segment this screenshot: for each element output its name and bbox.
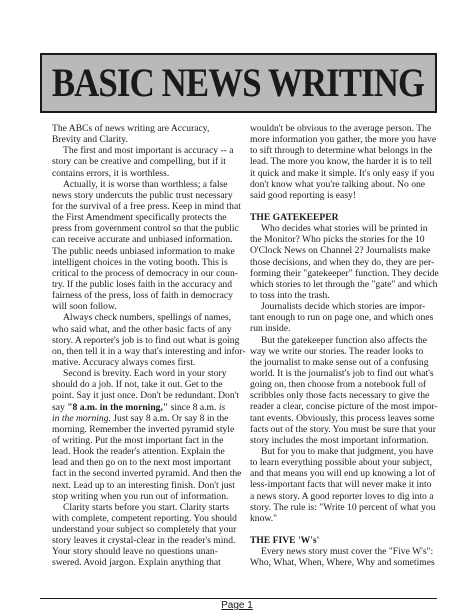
text-line: Actually, it is worse than worthless; a false — [63, 178, 228, 190]
text-line: facts out of the story. You must be sure that your — [250, 423, 436, 435]
text-line: mative. Accuracy always comes first. — [52, 356, 196, 368]
text-line: in the morning. Just say 8 a.m. Or say 8 in the — [52, 412, 229, 424]
page-title: BASIC NEWS WRITING — [52, 60, 425, 105]
right-intro — [250, 123, 438, 201]
page-number: Page 1 — [221, 600, 253, 611]
text-line: and that means you will end up knowing a lot of — [250, 468, 436, 480]
text-line: story leaves it crystal-clear in the reader's mind. — [52, 535, 236, 547]
text-line: world. It is the journalist's job to find out what's — [250, 367, 434, 379]
text-line: to learn everything possible about your subject, — [250, 457, 432, 469]
text-line: who said what, and the other basic facts of any — [52, 323, 232, 335]
section-heading-five-ws: THE FIVE 'W's' — [250, 534, 320, 546]
text-line: story includes the most important information. — [250, 434, 429, 446]
text-line: understand your subject so completely that your — [52, 524, 237, 536]
text-line: wouldn't be obvious to the average person. The — [250, 123, 432, 134]
text-line: Who decides what stories will be printed in — [261, 223, 428, 235]
text-line: lead. Hook the reader's attention. Explain the — [52, 446, 225, 458]
text-line: critical to the process of democracy in our coun- — [52, 267, 238, 279]
text-line: contains errors, it is worthless. — [52, 167, 170, 179]
text-line: more information you gather, the more you have — [250, 134, 437, 146]
text-line: news story undercuts the public trust necessary — [52, 189, 233, 201]
text-line: Clarity starts before you start. Clarity starts — [63, 501, 229, 513]
text-line: tant enough to run on page one, and which ones — [250, 312, 434, 324]
text-line: story. The rule is: "Write 10 percent of what you — [250, 501, 436, 513]
text-line: can receive accurate and unbiased information. — [52, 234, 233, 246]
text-line: next. Lead up to an interesting finish. Don't just — [52, 479, 235, 491]
text-line: lead. The more you know, the harder it is to tell — [250, 156, 432, 168]
text-line: don't know what you're talking about. No one — [250, 178, 426, 190]
text-line: point. Say it just once. Don't be redundant. Don't — [52, 390, 240, 402]
text-line: stop writing when you run out of information. — [52, 490, 229, 502]
text-line: Who, What, When, Where, Why and sometimes — [250, 557, 435, 569]
text-line: say "8 a.m. in the morning," since 8 a.m. is — [52, 401, 226, 413]
text-line: swered. Avoid jargon. Explain anything that — [52, 557, 221, 569]
title-banner — [40, 53, 437, 113]
section-heading-gatekeeper: THE GATEKEEPER — [250, 211, 339, 223]
text-line: less-important facts that will never make it into — [250, 479, 432, 491]
text-line: will soon follow. — [52, 301, 117, 313]
text-line: forming their "gatekeeper" function. They decide — [250, 267, 439, 279]
text-line: Second is brevity. Each word in your story — [63, 368, 227, 380]
text-line: try. If the public loses faith in the accuracy and — [52, 278, 232, 290]
text-line: the Monitor? Who picks the stories for the 10 — [250, 234, 425, 246]
text-line: fairness of the press, loss of faith in democracy — [52, 290, 233, 302]
text-line: Every news story must cover the "Five W's": — [261, 546, 434, 558]
text-line: The ABCs of news writing are Accuracy, — [52, 123, 210, 134]
text-line: tant events. Obviously, this process leaves some — [250, 412, 435, 424]
text-line: Brevity and Clarity. — [52, 134, 128, 146]
text-line: scribbles only those facts necessary to give the — [250, 390, 430, 402]
text-line: for the survival of a free press. Keep in mind that — [52, 200, 241, 212]
text-line: The public needs unbiased information to make — [52, 245, 235, 257]
text-line: story. A reporter's job is to find out what is going — [52, 334, 240, 346]
text-line: going on, then choose from a notebook full of — [250, 379, 427, 391]
text-line: it quick and make it simple. It's only easy if you — [250, 167, 435, 179]
text-line: intelligent choices in the voting booth. This is — [52, 256, 228, 268]
text-line: to sift through to determine what belongs in the — [250, 145, 433, 157]
text-line: lead and then go on to the next most important — [52, 457, 231, 469]
text-line: a news story. A good reporter loves to dig into a — [250, 490, 434, 502]
five-ws-body — [250, 546, 438, 568]
text-line: to toss into the trash. — [250, 289, 330, 301]
footer-rule — [40, 598, 437, 599]
text-line: Always check numbers, spellings of names, — [63, 312, 232, 324]
text-line: way we write our stories. The reader looks to — [250, 345, 424, 357]
text-line: those decisions, and when they do, they are per- — [250, 256, 435, 268]
text-line: of writing. Put the most important fact in the — [52, 434, 224, 446]
text-line: the First Amendment specifically protects the — [52, 212, 227, 224]
text-line: the journalist to make sense out of a confusing — [250, 356, 429, 368]
text-line: O'Clock News on Channel 2? Journalists make — [250, 245, 431, 257]
text-line: know." — [250, 512, 278, 524]
text-line: But the gatekeeper function also affects the — [261, 334, 428, 346]
text-line: fact in the second inverted pyramid. And then the — [52, 468, 242, 480]
text-line: press from government control so that the public — [52, 223, 239, 235]
text-line: reader a clear, concise picture of the most impor- — [250, 401, 438, 413]
text-line: run inside. — [250, 323, 291, 335]
text-line: Journalists decide which stories are impor- — [261, 301, 426, 313]
text-line: But for you to make that judgment, you have — [261, 445, 434, 457]
text-line: which stories to let through the "gate" and which — [250, 278, 438, 290]
text-line: said good reporting is easy! — [250, 189, 357, 201]
text-line: Your story should leave no questions unan- — [52, 546, 218, 558]
text-line: with complete, competent reporting. You should — [52, 512, 237, 524]
text-line: morning. Remember the inverted pyramid style — [52, 423, 235, 435]
gatekeeper-body — [250, 223, 438, 524]
text-line: The first and most important is accuracy -- a — [63, 145, 234, 157]
left-column — [52, 123, 246, 569]
right-column — [250, 123, 438, 568]
text-line: should do a job. If not, take it out. Get to the — [52, 379, 223, 391]
text-line: story can be creative and compelling, but if it — [52, 156, 226, 168]
text-line: on, then tell it in a way that's interesting and infor- — [52, 345, 246, 357]
